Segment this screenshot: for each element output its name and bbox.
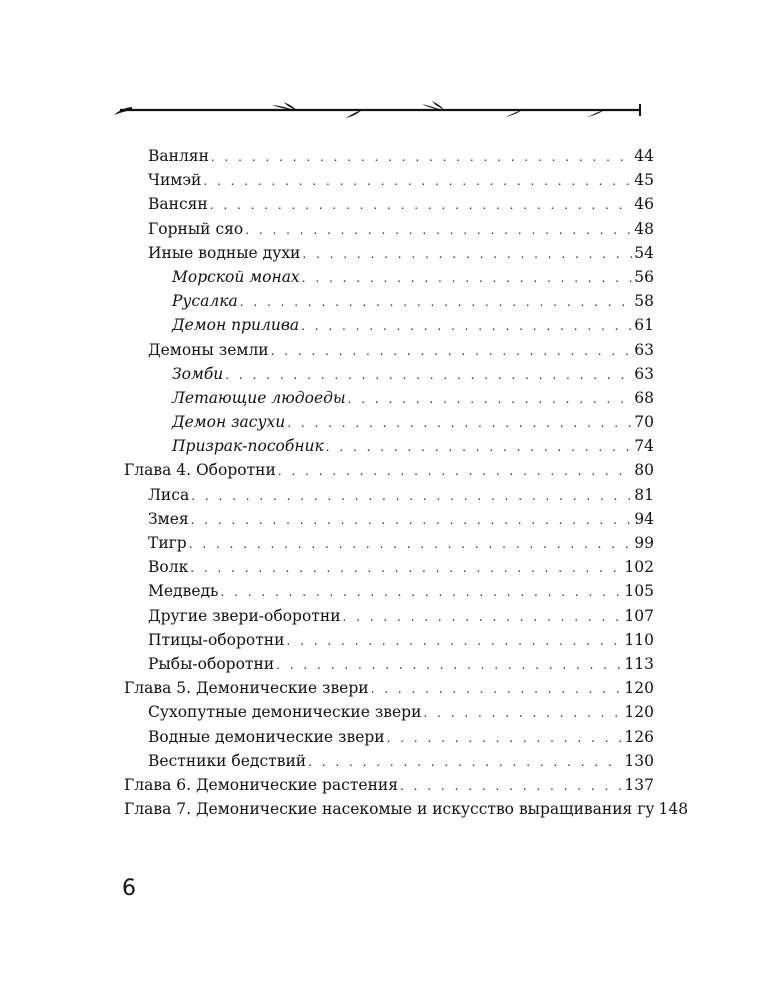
- toc-entry: [124, 725, 654, 749]
- toc-entry-page: 130: [624, 751, 654, 770]
- toc-entry: [124, 338, 654, 362]
- toc-entry-page: 94: [634, 509, 654, 528]
- toc-entry-page: 105: [624, 582, 654, 601]
- toc-leader-dots: [240, 290, 633, 314]
- toc-leader-dots: [220, 580, 622, 604]
- toc-entry-title: Глава 5. Демонические звери: [124, 679, 369, 698]
- toc-entry-title: Морской монах: [172, 267, 300, 286]
- toc-entry-title: Птицы-оборотни: [148, 630, 285, 649]
- toc-leader-dots: [387, 726, 623, 750]
- toc-entry-page: 113: [624, 654, 654, 673]
- toc-entry-title: Тигр: [148, 534, 187, 552]
- toc-entry-page: 126: [624, 727, 654, 746]
- toc-entry-title: Глава 6. Демонические растения: [124, 775, 399, 794]
- toc-entry-title: Змея: [148, 509, 189, 528]
- toc-entry: [124, 241, 654, 265]
- toc-entry-page: 80: [634, 461, 654, 480]
- toc-entry-title: Волк: [148, 558, 189, 577]
- toc-leader-dots: [191, 508, 633, 532]
- toc-leader-dots: [301, 314, 632, 338]
- toc-entry-page: 61: [634, 316, 654, 335]
- toc-entry: [124, 555, 654, 579]
- toc-leader-dots: [210, 193, 633, 217]
- toc-leader-dots: [308, 750, 622, 774]
- toc-entry: [124, 604, 654, 628]
- toc-entry-title: Зомби: [172, 364, 224, 383]
- toc-entry-page: 81: [634, 485, 654, 504]
- toc-leader-dots: [211, 145, 632, 169]
- toc-entry: [124, 386, 654, 410]
- toc-entry-page: 63: [634, 364, 654, 383]
- toc-entry: [124, 434, 654, 458]
- toc-entry: [124, 265, 654, 289]
- toc-entry-title: Летающие людоеды: [172, 388, 346, 407]
- toc-leader-dots: [190, 556, 622, 580]
- toc-leader-dots: [348, 387, 633, 411]
- toc-entry-title: Иные водные духи: [148, 243, 301, 262]
- toc-entry-title: Вестники бедствий: [148, 751, 307, 770]
- toc-leader-dots: [276, 653, 622, 677]
- toc-leader-dots: [225, 363, 632, 387]
- toc-entry-page: 45: [634, 171, 654, 190]
- toc-entry: [124, 676, 654, 700]
- toc-entry-title: Ванлян: [148, 147, 209, 165]
- toc-entry-page: 63: [634, 340, 654, 359]
- toc-entry: [124, 410, 654, 434]
- toc-entry: [124, 168, 654, 192]
- toc-entry: [124, 773, 654, 797]
- toc-entry: [124, 483, 654, 507]
- toc-entry: [124, 531, 654, 555]
- toc-entry-page: 99: [634, 534, 654, 552]
- toc-entry-title: Демон засухи: [172, 413, 286, 432]
- toc-entry-page: 68: [634, 388, 654, 407]
- toc-leader-dots: [203, 169, 632, 193]
- toc-entry-title: Вансян: [148, 195, 208, 214]
- toc-leader-dots: [245, 218, 632, 242]
- toc-entry: [124, 579, 654, 603]
- toc-entry-page: 107: [624, 606, 654, 625]
- toc-entry-page: 56: [634, 267, 654, 286]
- toc-leader-dots: [191, 484, 632, 508]
- toc-entry-page: 48: [634, 219, 654, 238]
- toc-entry-page: 137: [624, 775, 654, 794]
- toc-entry-title: Глава 7. Демонические насекомые и искусство выращивания гу: [124, 800, 655, 819]
- toc-entry: [124, 652, 654, 676]
- toc-entry-page: 74: [634, 437, 654, 456]
- toc-leader-dots: [302, 266, 633, 290]
- toc-entry: [124, 217, 654, 241]
- toc-leader-dots: [326, 435, 632, 459]
- toc-entry: [124, 313, 654, 337]
- page-number: 6: [122, 876, 136, 901]
- toc-entry-page: 70: [634, 413, 654, 432]
- toc-leader-dots: [400, 774, 622, 798]
- toc-entry-title: Глава 4. Оборотни: [124, 461, 276, 480]
- toc-entry-title: Призрак-пособник: [172, 437, 324, 456]
- toc-leader-dots: [343, 605, 623, 629]
- toc-entry-page: 120: [624, 679, 654, 698]
- toc-leader-dots: [371, 677, 623, 701]
- toc-entry-title: Демон прилива: [172, 316, 300, 335]
- toc-leader-dots: [189, 532, 633, 556]
- toc-entry: [124, 507, 654, 531]
- toc-leader-dots: [278, 459, 632, 483]
- toc-leader-dots: [302, 242, 632, 266]
- toc-entry-page: 44: [634, 147, 654, 165]
- toc-leader-dots: [286, 629, 622, 653]
- toc-entry-page: 58: [634, 292, 654, 311]
- table-of-contents: [124, 144, 689, 821]
- toc-entry-page: 110: [624, 630, 654, 649]
- toc-entry-title: Рыбы-оборотни: [148, 654, 275, 673]
- toc-entry-title: Другие звери-оборотни: [148, 606, 341, 625]
- toc-entry: [124, 628, 654, 652]
- toc-entry: [124, 289, 654, 313]
- toc-entry: [124, 700, 654, 724]
- toc-entry-title: Демоны земли: [148, 340, 269, 359]
- toc-entry-title: Чимэй: [148, 171, 202, 190]
- toc-entry-page: 120: [624, 703, 654, 722]
- toc-entry-page: 148: [658, 800, 689, 819]
- toc-entry: [124, 362, 654, 386]
- toc-entry: [124, 192, 654, 216]
- swallow-line-ornament-icon: [112, 92, 652, 128]
- toc-leader-dots: [287, 411, 632, 435]
- toc-entry-title: Сухопутные демонические звери: [148, 703, 422, 722]
- toc-entry-title: Лиса: [148, 485, 190, 504]
- toc-entry-page: 102: [624, 558, 654, 577]
- toc-entry: [124, 797, 689, 821]
- toc-leader-dots: [423, 701, 622, 725]
- toc-entry-title: Медведь: [148, 582, 219, 601]
- toc-entry: [124, 458, 654, 482]
- toc-entry: [124, 144, 654, 168]
- toc-entry-page: 46: [634, 195, 654, 214]
- toc-entry-title: Водные демонические звери: [148, 727, 385, 746]
- toc-leader-dots: [271, 339, 633, 363]
- toc-entry-title: Горный сяо: [148, 219, 244, 238]
- toc-entry-title: Русалка: [172, 292, 238, 311]
- toc-entry: [124, 749, 654, 773]
- toc-entry-page: 54: [634, 243, 654, 262]
